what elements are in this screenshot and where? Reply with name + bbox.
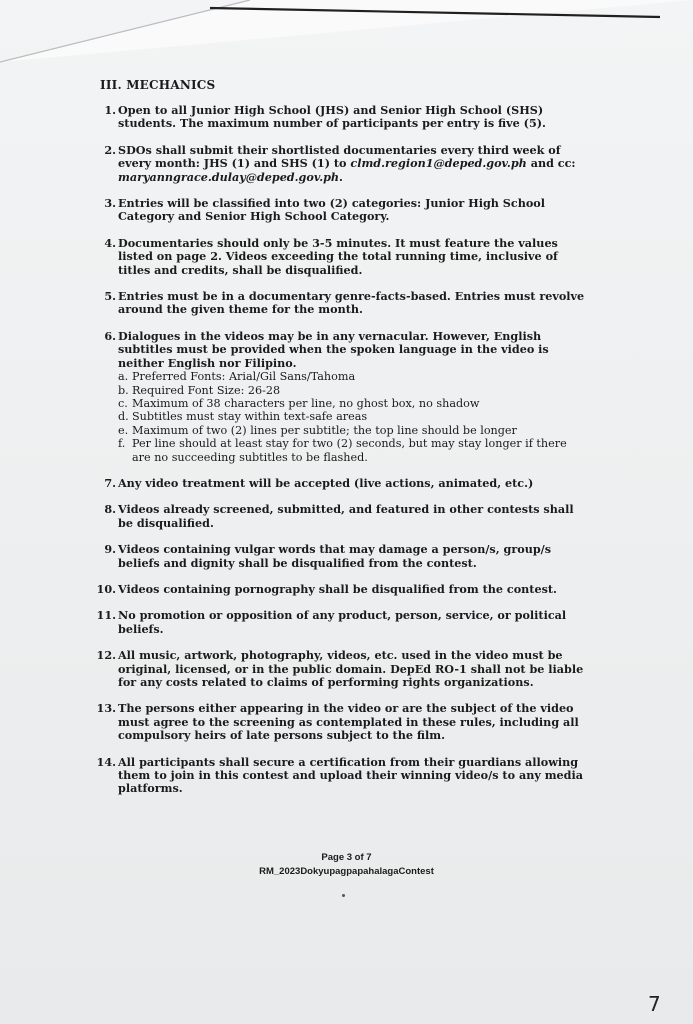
list-item: 13. The persons either appearing in the video or are the subject of the video must agree to the screening as contemplated in these rules, including all compulsory heirs of late persons subject to the film. [96,701,579,743]
item-text: The persons either appearing in the video or are the subject of the video must agree to the screening as contemplated in these rules, including all compulsory heirs of late persons subject to the film. [118,701,579,743]
paper-fold-edge [0,0,693,70]
item-text: Any video treatment will be accepted (live actions, animated, etc.) [118,475,534,490]
list-item: 9. Videos containing vulgar words that may damage a person/s, group/s beliefs and dignity shall be disqualified from the contest. [104,542,552,570]
list-item: 6. Dialogues in the videos may be in any vernacular. However, English subtitles must be provided when the spoken language in the video is neither English nor Filipino. a. Preferred Fonts: Arial/Gil Sans/Tahoma b. Required Font Size: 26-28 c. Maximum of 38 characters per line, no ghost box, no shadow d. Subtitles must stay within text-safe areas e. Maximum of two (2) lines per subtitle; the top line should be longer f. Per line should at least stay for two (2) seconds, but may stay longer if there are no succeeding subtitles to be flashed. [96,330,586,464]
sub-item: d. Subtitles must stay within text-safe areas [118,410,368,424]
item-text: No promotion or opposition of any product, person, service, or political beliefs. [118,608,567,636]
email-link-clmd[interactable]: clmd.region1@deped.gov.ph [350,156,527,171]
item-text: All music, artwork, photography, videos, etc. used in the video must be original, licensed, or in the public domain. DepEd RO-1 shall not be liable for any costs related to claims of performing rights organizations. [118,648,584,689]
sub-item: c. Maximum of 38 characters per line, no ghost box, no shadow [118,396,480,410]
section-title: III. MECHANICS [100,78,216,92]
item-text: Open to all Junior High School (JHS) and Senior High School (SHS) students. The maximum number of participants per entry is five (5). [118,103,546,131]
list-item: 11. No promotion or opposition of any product, person, service, or political beliefs. [96,608,567,636]
list-item: 2. SDOs shall submit their shortlisted documentaries every third week of every month: JHS (1) and SHS (1) to clmd.region1@deped.gov.ph and cc: maryanngrace.dulay@deped.gov.ph. [104,142,576,184]
memo-reference: RM_2023DokyupagpapahalagaContest [259,866,434,877]
mechanics-list [96,104,586,809]
list-item: 4. Documentaries should only be 3-5 minutes. It must feature the values listed on page 2. Videos exceeding the total running time, inclusive of titles and credits, shall be disqualified. [104,235,558,277]
list-item: 8. Videos already screened, submitted, and featured in other contests shall be disqualified. [104,502,574,530]
item-text: All participants shall secure a certification from their guardians allowing them to join in this contest and upload their winning video/s to any media platforms. [118,754,583,796]
sub-item: e. Maximum of two (2) lines per subtitle; the top line should be longer [118,423,517,437]
list-item: 1. Open to all Junior High School (JHS) and Senior High School (SHS) students. The maximum number of participants per entry is five (5). [104,103,546,131]
item-text: Videos containing vulgar words that may damage a person/s, group/s beliefs and dignity shall be disqualified from the contest. [118,542,552,570]
list-item: 3. Entries will be classified into two (2) categories: Junior High School Category and Senior High School Category. [104,196,545,224]
list-item: 5. Entries must be in a documentary genre-facts-based. Entries must revolve around the given theme for the month. [104,289,585,317]
item-text: Documentaries should only be 3-5 minutes. It must feature the values listed on page 2. Videos exceeding the total running time, inclusive of titles and credits, shall be disqualified. [118,235,558,277]
sub-item: b. Required Font Size: 26-28 [118,383,281,397]
item-text: Dialogues in the videos may be in any vernacular. However, English subtitles must be provided when the spoken language in the video is neither English nor Filipino. [118,328,549,370]
list-item: 14. All participants shall secure a certification from their guardians allowing them to join in this contest and upload their winning video/s to any media platforms. [96,754,583,796]
page-number: Page 3 of 7 [321,852,372,863]
list-item: 12. All music, artwork, photography, videos, etc. used in the video must be original, licensed, or in the public domain. DepEd RO-1 shall not be liable for any costs related to claims of performing rights organizations. [96,648,584,689]
list-item: 7. Any video treatment will be accepted (live actions, animated, etc.) [104,475,534,490]
item-text: Videos containing pornography shall be disqualified from the contest. [118,581,557,596]
sub-item: f. Per line should at least stay for two (2) seconds, but may stay longer if there are no succeeding subtitles to be flashed. [118,437,567,464]
item-text: Entries will be classified into two (2) categories: Junior High School Category and Senior High School Category. [118,196,545,224]
list-item: 10. Videos containing pornography shall be disqualified from the contest. [96,581,557,596]
ink-dot [342,894,345,897]
email-link-cc[interactable]: maryanngrace.dulay@deped.gov.ph [118,169,340,184]
sub-item: a. Preferred Fonts: Arial/Gil Sans/Tahoma [118,370,356,384]
item-text: Videos already screened, submitted, and featured in other contests shall be disqualified. [118,502,574,530]
item-text: Entries must be in a documentary genre-facts-based. Entries must revolve around the given theme for the month. [118,289,585,317]
subtitle-rules-list [118,370,586,464]
item-text: SDOs shall submit their shortlisted documentaries every third week of every month: JHS (1) and SHS (1) to [118,142,561,171]
handwritten-page-number: 7 [648,992,661,1016]
